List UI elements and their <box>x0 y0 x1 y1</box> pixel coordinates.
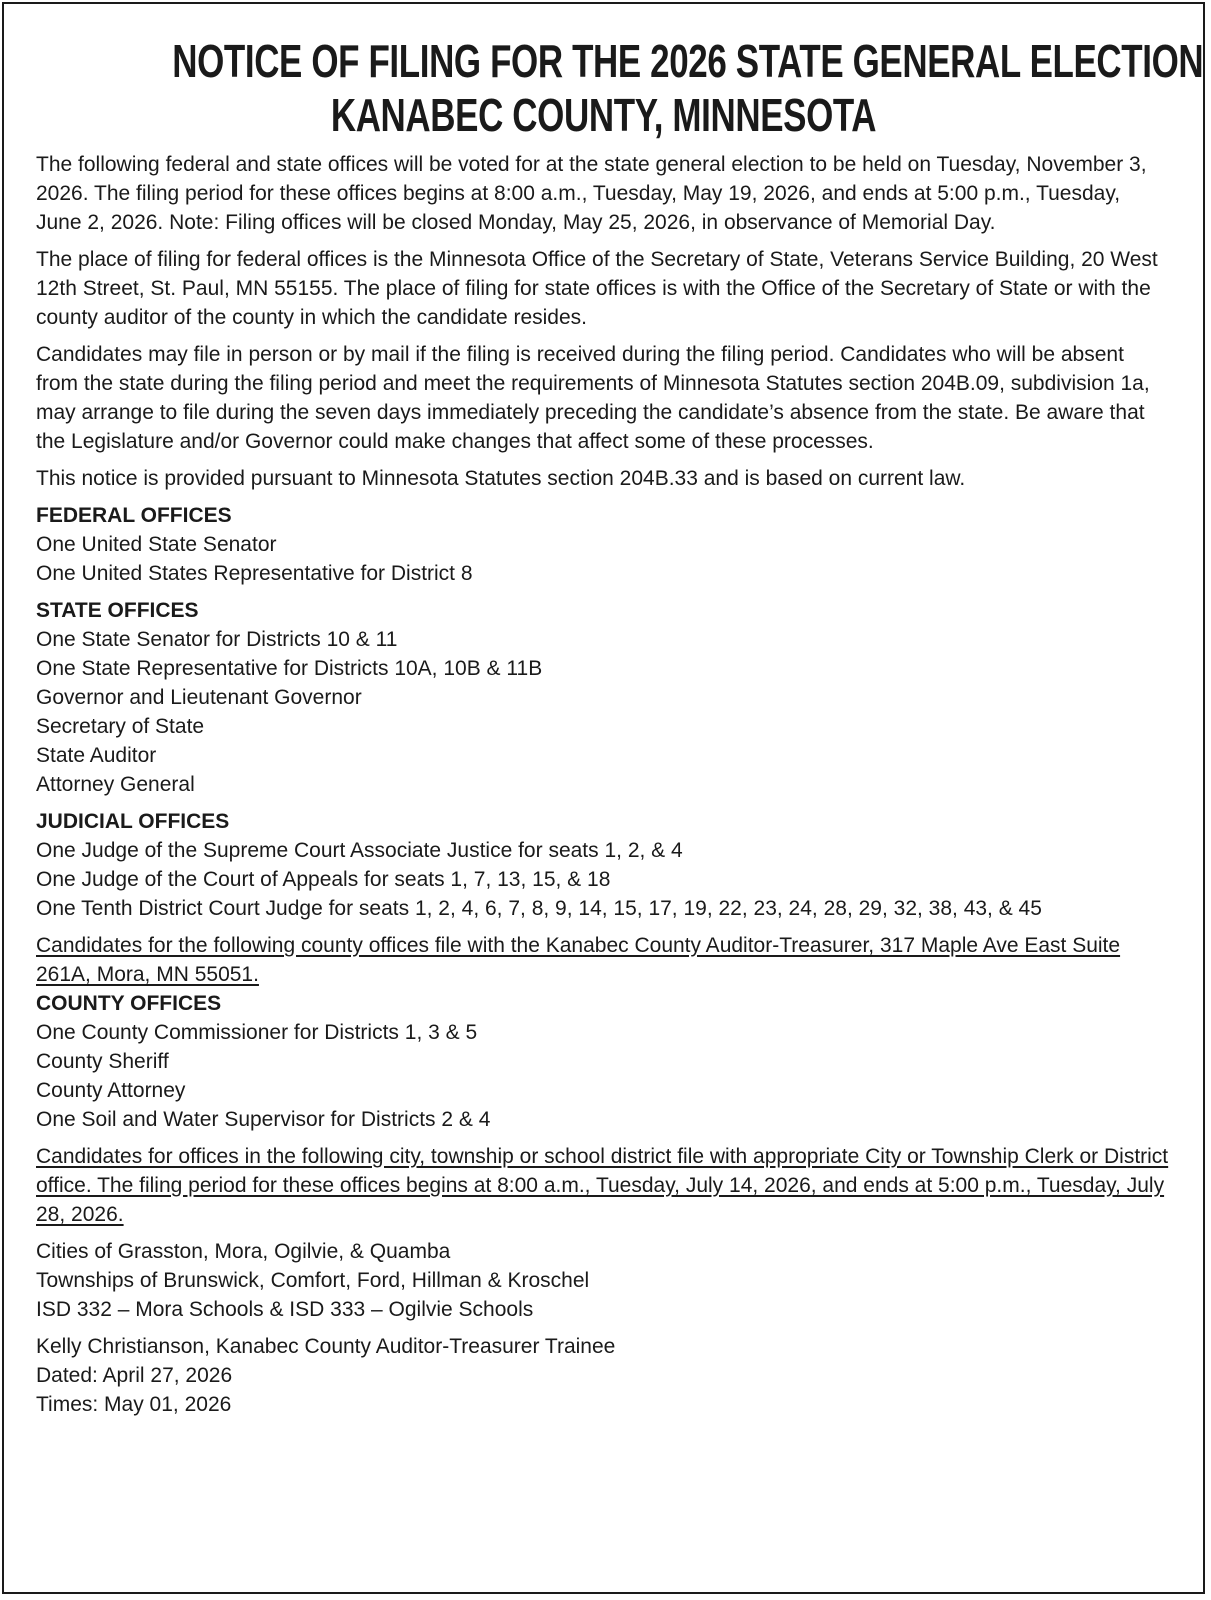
local-filing-note: Candidates for offices in the following city, township or school district file with appropriate City or Township Clerk or District office. The filing period for these offices begins at 8:00 a.m., Tuesday, July 14, 2026, and ends at 5:00 p.m., Tuesday, July 28, 2026. <box>36 1145 1169 1226</box>
federal-offices-section <box>36 501 1171 588</box>
list-item: ISD 332 – Mora Schools & ISD 333 – Ogilvie Schools <box>36 1298 534 1321</box>
list-item: One United States Representative for District 8 <box>36 562 473 585</box>
filing-place-paragraph: The place of filing for federal offices is the Minnesota Office of the Secretary of State, Veterans Service Building, 20 West 12th Street, St. Paul, MN 55155. The place of filing for state offices is with the Office of the Secretary of State or with the county auditor of the county in which the candidate resides. <box>36 248 1158 329</box>
judicial-offices-section <box>36 807 1171 923</box>
list-item: One United State Senator <box>36 533 277 556</box>
judicial-offices-heading: JUDICIAL OFFICES <box>36 810 230 833</box>
list-item: One Judge of the Supreme Court Associate Justice for seats 1, 2, & 4 <box>36 839 683 862</box>
dated-line: Dated: April 27, 2026 <box>36 1364 233 1387</box>
list-item: One Tenth District Court Judge for seats 1, 2, 4, 6, 7, 8, 9, 14, 15, 17, 19, 22, 23, 24, 28, 29, 32, 38, 43, & 45 <box>36 897 1042 920</box>
county-offices-heading: COUNTY OFFICES <box>36 992 222 1015</box>
notice-title <box>36 34 1204 144</box>
legal-notice <box>2 2 1205 1594</box>
list-item: Attorney General <box>36 773 195 796</box>
title-line-2: KANABEC COUNTY, MINNESOTA <box>330 89 877 141</box>
times-line: Times: May 01, 2026 <box>36 1393 232 1416</box>
local-offices-section <box>36 1237 1171 1324</box>
list-item: State Auditor <box>36 744 157 767</box>
filing-method-paragraph: Candidates may file in person or by mail if the filing is received during the filing period. Candidates who will be absent from the state during the filing period and meet the requirements of Minnesota Statutes section 204B.09, subdivision 1a, may arrange to file during the seven days immediately preceding the candidate’s absence from the state. Be aware that the Legislature and/or Governor could make changes that affect some of these processes. <box>36 343 1150 453</box>
list-item: County Attorney <box>36 1079 186 1102</box>
list-item: One Soil and Water Supervisor for Districts 2 & 4 <box>36 1108 491 1131</box>
statute-paragraph: This notice is provided pursuant to Minnesota Statutes section 204B.33 and is based on current law. <box>36 467 966 490</box>
list-item: Governor and Lieutenant Governor <box>36 686 362 709</box>
list-item: Secretary of State <box>36 715 205 738</box>
list-item: County Sheriff <box>36 1050 169 1073</box>
signature-block <box>36 1332 1171 1419</box>
federal-offices-heading: FEDERAL OFFICES <box>36 504 232 527</box>
signer-name: Kelly Christianson, Kanabec County Auditor-Treasurer Trainee <box>36 1335 616 1358</box>
county-offices-section <box>36 931 1171 1134</box>
list-item: Townships of Brunswick, Comfort, Ford, Hillman & Kroschel <box>36 1269 590 1292</box>
list-item: Cities of Grasston, Mora, Ogilvie, & Quamba <box>36 1240 451 1263</box>
list-item: One State Senator for Districts 10 & 11 <box>36 628 398 651</box>
list-item: One Judge of the Court of Appeals for seats 1, 7, 13, 15, & 18 <box>36 868 611 891</box>
list-item: One County Commissioner for Districts 1, 3 & 5 <box>36 1021 478 1044</box>
local-offices-note-section <box>36 1142 1171 1229</box>
county-filing-note: Candidates for the following county offices file with the Kanabec County Auditor-Treasurer, 317 Maple Ave East Suite 261A, Mora, MN 55051. <box>36 934 1121 986</box>
list-item: One State Representative for Districts 10A, 10B & 11B <box>36 657 543 680</box>
title-line-1: NOTICE OF FILING FOR THE 2026 STATE GENERAL ELECTION <box>172 35 1204 87</box>
intro-paragraph: The following federal and state offices will be voted for at the state general election to be held on Tuesday, November 3, 2026. The filing period for these offices begins at 8:00 a.m., Tuesday, May 19, 2026, and ends at 5:00 p.m., Tuesday, June 2, 2026. Note: Filing offices will be closed Monday, May 25, 2026, in observance of Memorial Day. <box>36 153 1147 234</box>
state-offices-section <box>36 596 1171 799</box>
state-offices-heading: STATE OFFICES <box>36 599 199 622</box>
